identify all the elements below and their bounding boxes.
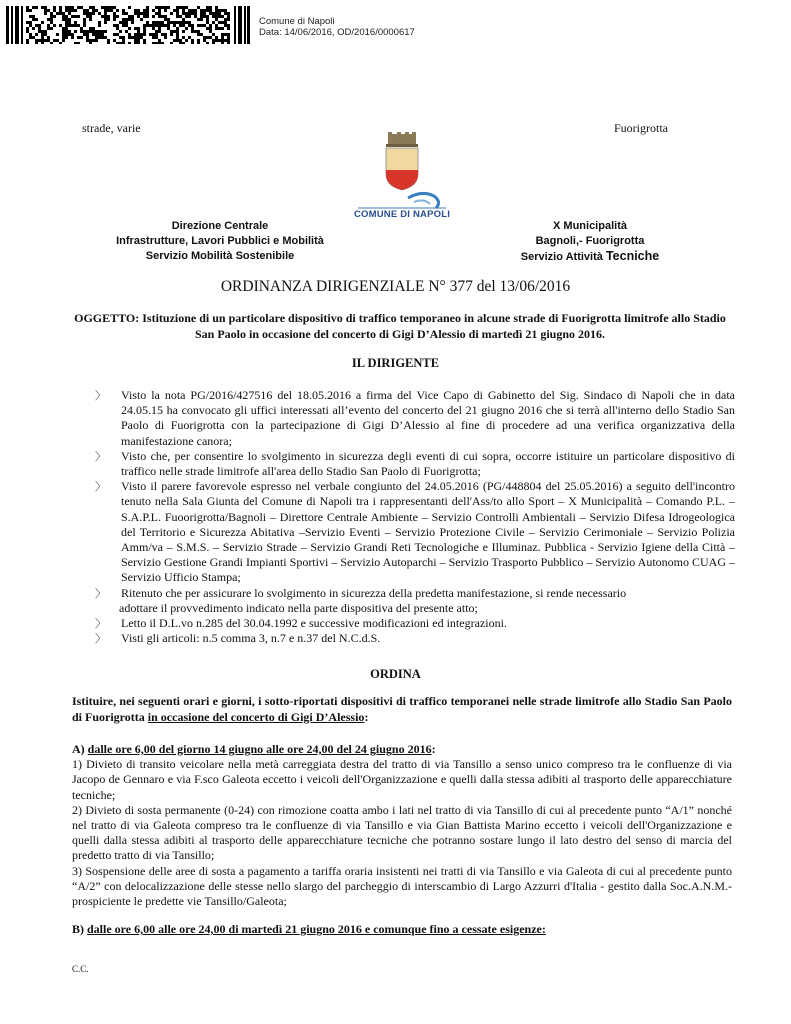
- list-item: [95, 449, 735, 479]
- section-a-label: A): [72, 742, 88, 756]
- oggetto: OGGETTO: Istituzione di un particolare dispositivo di traffico temporaneo in alcune strade di Fuorigrotta limitrofe allo Stadio San Paolo in occasione del concerto di Gigi D’Alessio di martedì 21 giugno 2016.: [74, 311, 726, 341]
- list-item: [95, 388, 735, 449]
- section-b-heading: [72, 922, 732, 937]
- list-item-text: Letto il D.L.vo n.285 del 30.04.1992 e successive modificazioni ed integrazioni.: [121, 616, 507, 631]
- section-a-when: dalle ore 6,00 del giorno 14 giugno alle ore 24,00 del 24 giugno 2016: [87, 742, 432, 756]
- comune-di-napoli-logo: [352, 132, 452, 224]
- istituire-paragraph: [72, 694, 732, 725]
- il-dirigente-heading: IL DIRIGENTE: [351, 356, 440, 370]
- section-a-heading: [72, 742, 732, 757]
- bullet-icon: 〉: [95, 449, 106, 463]
- bullet-icon: 〉: [95, 480, 106, 494]
- direzione-line-1: Direzione Centrale: [171, 220, 269, 232]
- direzione-line-2: Infrastrutture, Lavori Pubblici e Mobilità: [116, 235, 324, 247]
- logo-text: COMUNE DI NAPOLI: [353, 209, 451, 220]
- protocol-stamp: [259, 16, 415, 38]
- istituire-underlined: in occasione del concerto di Gigi D’Alessio: [147, 709, 365, 724]
- section-a-item: 1) Divieto di transito veicolare nella metà carreggiata destra del tratto di via Tansillo a senso unico compreso tra le confluenze di via Jacopo de Gennaro e via F.sco Galeota eccetto i veicoli dell'Organizzazione e quelli dalla stessa adibiti al trasporto delle apparecchiature tecniche;: [72, 757, 732, 802]
- left-tag: strade, varie: [82, 121, 141, 135]
- list-item-text: Visti gli articoli: n.5 comma 3, n.7 e n.37 del N.C.d.S.: [121, 631, 381, 646]
- section-a-item: 3) Sospensione delle aree di sosta a pagamento a tariffa oraria insistenti nei tratti di via Tansillo e via Galeota di cui al precedente punto “A/2” con delocalizzazione delle stesse nello slargo del parcheggio di interscambio di Largo Azzurri d'Italia - gestito dalla Soc.A.N.M.- prospiciente le predette vie Tansillo/Galeota;: [72, 863, 732, 909]
- section-a: [72, 742, 732, 909]
- list-item-text: Visto il parere favorevole espresso nel verbale congiunto del 24.05.2016 (PG/448804 del 25.05.2016) a seguito dell'incontro tenuto nella Sala Giunta del Comune di Napoli tra i rappresentanti dell'Ass/to allo Sport – X Municipalità – Comando P.L. – S.A.P.L. Fuoorigrotta/Bagnoli – Direttore Centrale Ambiente – Servizio Controlli Ambientali – Servizio Difesa Idrogeologica del Territorio e Sicurezza Abitativa –Servizio Eventi – Servizio Protezione Civile – Servizio Cerimoniale – Servizio Polizia Amm/va – S.M.S. – Servizio Strade – Servizio Grandi Reti Tecnologiche e Illuminaz. Pubblica - Servizio Igiene della Città – Servizio Gestione Grandi Impianti Sportivi – Servizio Autoparchi – Servizio Trasporto Pubblico – Servizio Autonomo CUAG – Servizio Ufficio Stampa;: [121, 479, 735, 585]
- direzione-line-3: Servizio Mobilità Sostenibile: [145, 250, 295, 262]
- stamp-line-2: Data: 14/06/2016, OD/2016/0000617: [259, 27, 415, 38]
- municipalita-line-3-prefix: Servizio Attività: [520, 251, 603, 263]
- bullet-icon: 〉: [95, 586, 106, 600]
- municipalita-line-3: [470, 249, 710, 265]
- list-item-continuation: adottare il provvedimento indicato nella parte dispositiva del presente atto;: [119, 600, 478, 615]
- municipalita-line-1: X Municipalità: [553, 220, 627, 232]
- list-item-text: Visto che, per consentire lo svolgimento in sicurezza degli eventi di cui sopra, occorre istituire un particolare dispositivo di traffico nelle strade limitrofe all'area dello Stadio San Paolo di Fuorigrotta;: [121, 448, 735, 479]
- list-item: [95, 631, 735, 646]
- istituire-end: :: [364, 709, 369, 724]
- section-b-when: dalle ore 6,00 alle ore 24,00 di martedì 21 giugno 2016 e comunque fino a cessate esigenze:: [87, 922, 546, 936]
- list-item: [95, 586, 735, 616]
- bullet-icon: 〉: [95, 617, 106, 631]
- municipalita-block: [470, 219, 710, 265]
- section-b-label: B): [72, 922, 87, 936]
- direzione-block: [70, 219, 370, 264]
- istituire-text: Istituire, nei seguenti orari e giorni, i sotto-riportati dispositivi di traffico temporanei nelle strade limitrofe allo Stadio San Paolo di Fuorigrotta: [72, 694, 732, 724]
- list-item-text: Ritenuto che per assicurare lo svolgimento in sicurezza della predetta manifestazione, si rende necessario: [121, 585, 627, 600]
- footer-cc: C.C.: [72, 964, 89, 974]
- municipalita-line-2: Bagnoli,- Fuorigrotta: [535, 235, 645, 247]
- ordina-heading: ORDINA: [370, 667, 421, 681]
- list-item: [95, 616, 735, 631]
- municipalita-line-3-suffix: Tecniche: [605, 249, 660, 263]
- bullet-icon: 〉: [95, 632, 106, 646]
- list-item-text: Visto la nota PG/2016/427516 del 18.05.2016 a firma del Vice Capo di Gabinetto del Sig. Sindaco di Napoli che in data 24.05.15 ha convocato gli uffici interessati all’evento del concerto del 21 giugno 2016 che si terrà all'interno dello Stadio San Paolo di Fuorigrotta con la partecipazione di Gigi D’Alessio al fine di procedere ad una verifica organizzativa della manifestazione canora;: [121, 388, 735, 448]
- ordinance-title: ORDINANZA DIRIGENZIALE N° 377 del 13/06/2016: [220, 278, 571, 295]
- stamp-line-1: Comune di Napoli: [259, 16, 335, 27]
- right-tag: Fuorigrotta: [614, 121, 668, 135]
- list-item: [95, 479, 735, 585]
- visti-list: [95, 388, 735, 646]
- section-a-item: 2) Divieto di sosta permanente (0-24) con rimozione coatta ambo i lati nel tratto di via Tansillo di cui al precedente punto “A/1” nonché nel tratto di via Galeota compreso tra le confluenze di via Tansillo e via Gian Battista Marino eccetto i veicoli dell'Organizzazione e quelli dalla stessa adibiti al trasporto delle apparecchiature tecniche che potranno sostare lungo il lato destro del senso di marcia del predetto tratto di via Tansillo;: [72, 802, 732, 863]
- barcode: [6, 6, 250, 44]
- bullet-icon: 〉: [95, 389, 106, 402]
- section-a-colon: :: [431, 742, 436, 756]
